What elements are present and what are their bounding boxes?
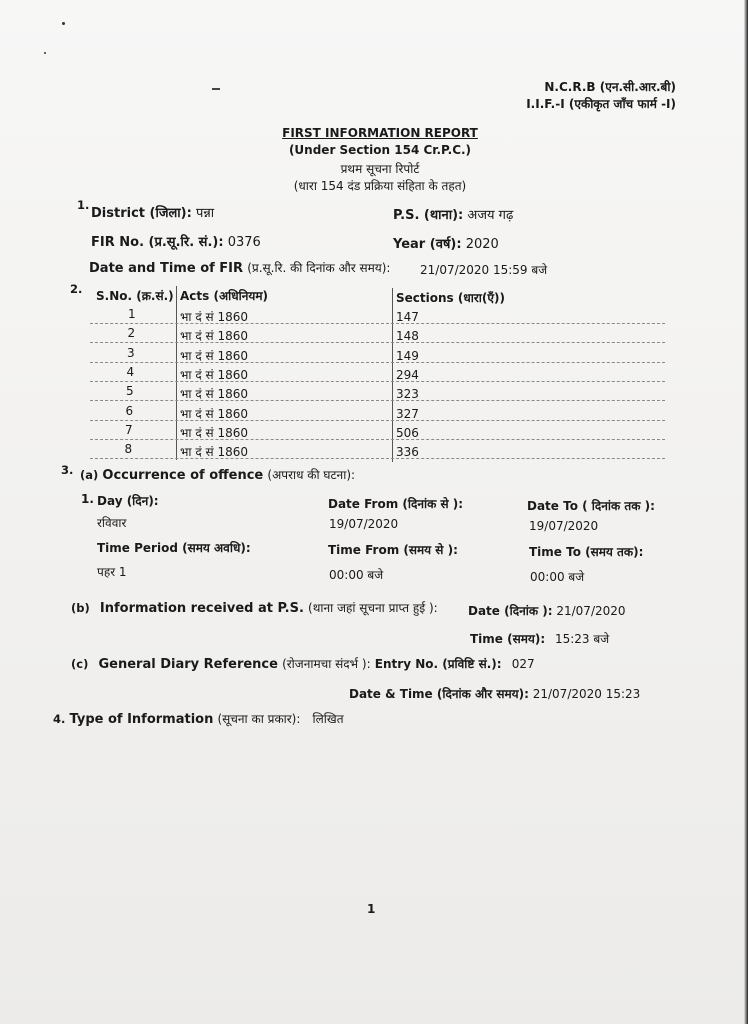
table-cell-sno: 4 [126,365,135,379]
information-type-label-hindi: (सूचना का प्रकार): [217,712,301,726]
info-received-date-label: Date (दिनांक ): [468,604,553,618]
table-divider [392,288,393,462]
info-received-field [71,599,438,616]
general-diary-label-hindi: (रोजनामचा संदर्भ ): [282,657,371,671]
general-diary-datetime [349,685,640,702]
information-type-field [53,710,344,727]
section-3-number: 3. [61,463,74,477]
table-cell-act: भा दं सं 1860 [180,310,249,324]
occurrence-heading [80,466,355,483]
entry-number-value: 027 [511,657,535,671]
year-field [393,234,499,252]
table-cell-section: 327 [396,407,419,421]
time-from-label: Time From (समय से ): [328,543,458,557]
table-cell-section: 294 [396,368,419,382]
table-cell-act: भा दं सं 1860 [180,426,249,440]
iif-label: I.I.F.-I (एकीकृत जाँच फार्म -I) [526,97,676,111]
general-diary-prefix: (c) [71,657,89,671]
general-diary-field [71,655,535,672]
table-row-divider [90,323,665,324]
time-to-label: Time To (समय तक): [529,545,644,559]
table-cell-act: भा दं सं 1860 [180,445,249,459]
table-cell-section: 506 [396,426,419,440]
occurrence-prefix: (a) [80,468,99,482]
scan-speck [44,52,46,54]
table-row-divider [90,458,665,459]
info-received-label: Information received at P.S. [99,601,304,616]
gd-datetime-label: Date & Time (दिनांक और समय): [349,687,529,701]
info-received-date [468,602,626,619]
table-cell-sno: 5 [126,384,134,398]
table-cell-section: 147 [396,310,419,324]
information-type-value: लिखित [312,712,344,726]
table-cell-sno: 8 [124,442,133,456]
information-type-label: Type of Information [69,712,214,727]
time-period-label: Time Period (समय अवधि): [97,541,251,555]
gd-datetime-value: 21/07/2020 15:23 [532,687,641,701]
table-cell-sno: 1 [128,307,136,321]
date-from-label: Date From (दिनांक से ): [328,497,464,511]
table-divider [176,286,177,460]
ps-value: अजय गढ़ [467,208,514,223]
table-cell-sno: 7 [125,423,133,437]
year-label: Year (वर्ष): [393,237,462,252]
table-cell-section: 148 [396,329,419,343]
district-field [91,203,214,221]
table-cell-sno: 6 [125,404,134,418]
occurrence-label: Occurrence of offence [102,468,264,483]
fir-datetime-label-hindi: (प्र.सू.रि. की दिनांक और समय): [247,261,391,275]
date-from-value: 19/07/2020 [329,517,399,531]
fir-datetime-value: 21/07/2020 15:59 बजे [420,263,548,277]
section-2-number: 2. [70,282,83,296]
table-cell-act: भा दं सं 1860 [180,329,249,343]
ps-label: P.S. (थाना): [393,208,464,223]
year-value: 2020 [465,237,499,252]
scan-speck [212,88,220,90]
info-received-label-hindi: (थाना जहां सूचना प्राप्त हुई ): [308,601,438,615]
entry-number-label: Entry No. (प्रविष्टि सं.): [374,657,502,671]
info-received-time-label: Time (समय): [470,632,546,646]
section-4-number: 4. [53,712,66,726]
table-header-sections: Sections (धारा(एँ)) [396,291,505,305]
table-cell-act: भा दं सं 1860 [180,349,249,363]
time-to-value: 00:00 बजे [530,570,585,584]
general-diary-label: General Diary Reference [98,657,278,672]
report-title: FIRST INFORMATION REPORT [282,126,478,140]
fir-label: FIR No. (प्र.सू.रि. सं.): [91,235,224,250]
page-edge-shadow [744,0,748,1024]
time-period-value: पहर 1 [97,565,127,579]
table-cell-act: भा दं सं 1860 [180,407,249,421]
date-to-value: 19/07/2020 [529,519,599,533]
day-label: Day (दिन): [97,494,159,508]
fir-number-field [91,232,261,250]
report-subtitle: (Under Section 154 Cr.P.C.) [288,143,472,157]
police-station-field [393,205,513,223]
info-received-time-value: 15:23 बजे [554,632,610,646]
table-cell-act: भा दं सं 1860 [180,387,249,401]
scan-speck [62,22,65,25]
day-value: रविवार [97,516,127,530]
table-cell-act: भा दं सं 1860 [180,368,249,382]
info-received-time [470,630,609,647]
table-cell-section: 336 [396,445,419,459]
table-cell-sno: 2 [127,326,136,340]
table-header-acts: Acts (अधिनियम) [180,289,268,303]
table-cell-section: 323 [396,387,419,401]
table-row-divider [90,439,665,440]
table-cell-section: 149 [396,349,419,363]
table-cell-sno: 3 [127,346,135,360]
district-value: पन्ना [195,206,215,221]
table-row-divider [90,400,665,401]
fir-datetime-field [89,259,390,276]
report-subtitle-hindi-section: (धारा 154 दंड प्रक्रिया संहिता के तहत) [293,179,467,193]
table-row-divider [90,381,665,382]
table-row-divider [90,342,665,343]
page-number: 1 [367,902,376,916]
table-header-sno: S.No. (क्र.सं.) [96,289,174,303]
occurrence-label-hindi: (अपराध की घटना): [267,468,356,482]
time-from-value: 00:00 बजे [329,568,384,582]
date-to-label: Date To ( दिनांक तक ): [527,499,655,513]
info-received-date-value: 21/07/2020 [556,604,626,618]
fir-value: 0376 [227,235,261,250]
table-row-divider [90,420,665,421]
table-row-divider [90,362,665,363]
section-1-number: 1. [77,198,90,212]
fir-datetime-label: Date and Time of FIR [89,261,244,276]
ncrb-label: N.C.R.B (एन.सी.आर.बी) [544,80,676,94]
day-number: 1. [81,492,94,506]
district-label: District (जिला): [91,206,192,221]
info-received-prefix: (b) [71,601,90,615]
report-subtitle-hindi: प्रथम सूचना रिपोर्ट [340,162,420,176]
